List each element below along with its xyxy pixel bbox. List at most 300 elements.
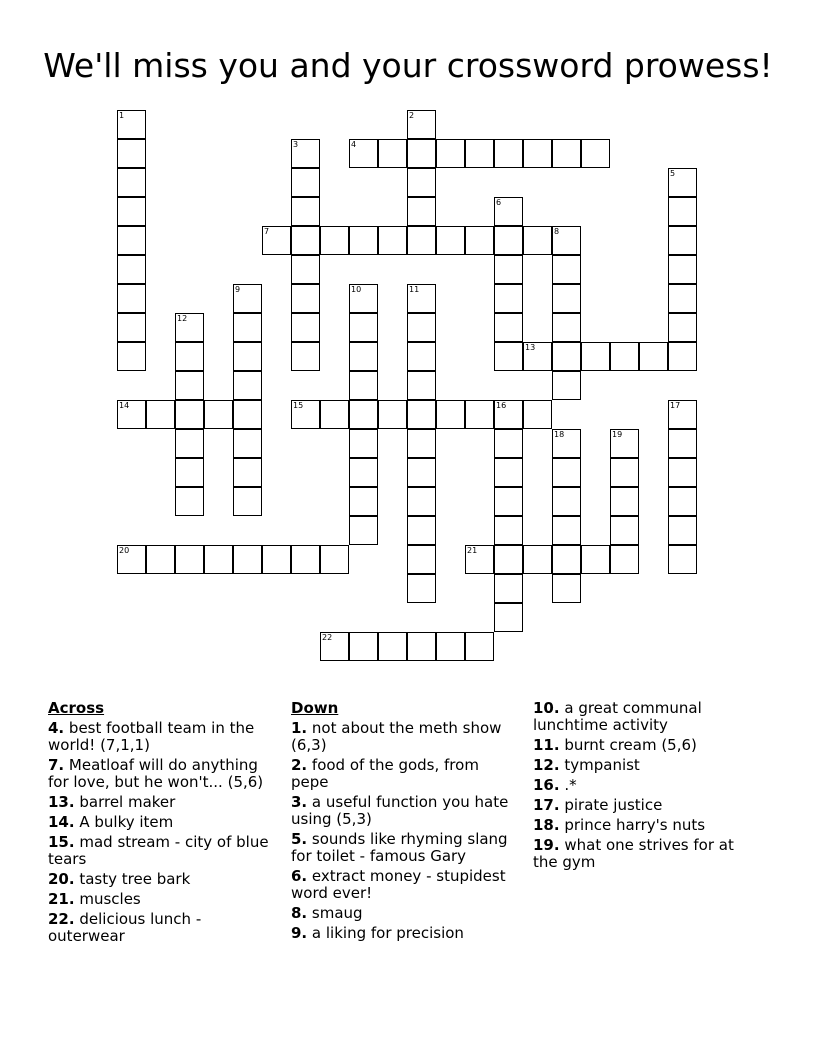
cell-input[interactable] (553, 517, 580, 544)
cell-input[interactable] (669, 401, 696, 428)
cell-input[interactable] (234, 459, 261, 486)
grid-cell[interactable] (175, 487, 204, 516)
grid-cell[interactable] (494, 284, 523, 313)
cell-input[interactable] (263, 546, 290, 573)
grid-cell[interactable] (552, 342, 581, 371)
cell-input[interactable] (350, 227, 377, 254)
cell-input[interactable] (640, 343, 667, 370)
cell-input[interactable] (437, 633, 464, 660)
grid-cell[interactable] (668, 429, 697, 458)
grid-cell[interactable] (407, 284, 436, 313)
cell-input[interactable] (611, 517, 638, 544)
cell-input[interactable] (118, 546, 145, 573)
cell-input[interactable] (669, 459, 696, 486)
grid-cell[interactable] (639, 342, 668, 371)
cell-input[interactable] (611, 488, 638, 515)
cell-input[interactable] (669, 227, 696, 254)
grid-cell[interactable] (262, 226, 291, 255)
grid-cell[interactable] (581, 545, 610, 574)
grid-cell[interactable] (465, 400, 494, 429)
grid-cell[interactable] (291, 226, 320, 255)
cell-input[interactable] (234, 546, 261, 573)
cell-input[interactable] (408, 546, 435, 573)
grid-cell[interactable] (407, 168, 436, 197)
grid-cell[interactable] (349, 139, 378, 168)
cell-input[interactable] (292, 546, 319, 573)
grid-cell[interactable] (175, 400, 204, 429)
grid-cell[interactable] (349, 487, 378, 516)
cell-input[interactable] (495, 459, 522, 486)
cell-input[interactable] (350, 430, 377, 457)
cell-input[interactable] (176, 343, 203, 370)
cell-input[interactable] (553, 227, 580, 254)
grid-cell[interactable] (494, 342, 523, 371)
grid-cell[interactable] (349, 429, 378, 458)
cell-input[interactable] (176, 314, 203, 341)
grid-cell[interactable] (494, 516, 523, 545)
grid-cell[interactable] (668, 255, 697, 284)
cell-input[interactable] (350, 401, 377, 428)
cell-input[interactable] (321, 546, 348, 573)
grid-cell[interactable] (407, 110, 436, 139)
cell-input[interactable] (408, 111, 435, 138)
grid-cell[interactable] (552, 226, 581, 255)
grid-cell[interactable] (407, 197, 436, 226)
grid-cell[interactable] (494, 400, 523, 429)
cell-input[interactable] (234, 314, 261, 341)
cell-input[interactable] (553, 430, 580, 457)
grid-cell[interactable] (378, 632, 407, 661)
cell-input[interactable] (234, 285, 261, 312)
grid-cell[interactable] (349, 284, 378, 313)
grid-cell[interactable] (494, 574, 523, 603)
cell-input[interactable] (118, 198, 145, 225)
cell-input[interactable] (524, 140, 551, 167)
clue-text: mad stream - city of blue tears (48, 833, 269, 868)
grid-cell[interactable] (291, 400, 320, 429)
cell-input[interactable] (292, 169, 319, 196)
grid-cell[interactable] (668, 313, 697, 342)
grid-cell[interactable] (552, 139, 581, 168)
grid-cell[interactable] (610, 545, 639, 574)
cell-input[interactable] (205, 546, 232, 573)
cell-input[interactable] (437, 227, 464, 254)
cell-input[interactable] (553, 372, 580, 399)
cell-input[interactable] (611, 546, 638, 573)
cell-input[interactable] (553, 256, 580, 283)
grid-cell[interactable] (436, 139, 465, 168)
grid-cell[interactable] (494, 139, 523, 168)
grid-cell[interactable] (668, 487, 697, 516)
cell-input[interactable] (350, 285, 377, 312)
cell-input[interactable] (553, 140, 580, 167)
clue-text: pirate justice (564, 796, 663, 814)
grid-cell[interactable] (610, 487, 639, 516)
cell-input[interactable] (495, 401, 522, 428)
grid-cell[interactable] (320, 545, 349, 574)
cell-input[interactable] (176, 546, 203, 573)
cell-input[interactable] (524, 546, 551, 573)
cell-input[interactable] (437, 401, 464, 428)
cell-input[interactable] (176, 401, 203, 428)
grid-cell[interactable] (581, 139, 610, 168)
grid-cell[interactable] (407, 545, 436, 574)
cell-input[interactable] (350, 140, 377, 167)
grid-cell[interactable] (610, 458, 639, 487)
cell-input[interactable] (321, 227, 348, 254)
cell-input[interactable] (147, 401, 174, 428)
grid-cell[interactable] (465, 545, 494, 574)
cell-input[interactable] (524, 227, 551, 254)
cell-input[interactable] (669, 430, 696, 457)
cell-input[interactable] (611, 459, 638, 486)
grid-cell[interactable] (494, 197, 523, 226)
cell-input[interactable] (524, 343, 551, 370)
grid-cell[interactable] (204, 545, 233, 574)
grid-cell[interactable] (523, 545, 552, 574)
grid-cell[interactable] (320, 400, 349, 429)
grid-cell[interactable] (610, 429, 639, 458)
grid-cell[interactable] (291, 284, 320, 313)
grid-cell[interactable] (233, 429, 262, 458)
cell-input[interactable] (582, 343, 609, 370)
cell-input[interactable] (669, 169, 696, 196)
cell-input[interactable] (553, 575, 580, 602)
cell-input[interactable] (118, 285, 145, 312)
grid-cell[interactable] (552, 545, 581, 574)
clue-item (48, 814, 276, 831)
grid-cell[interactable] (610, 516, 639, 545)
grid-cell[interactable] (349, 458, 378, 487)
grid-cell[interactable] (494, 487, 523, 516)
cell-input[interactable] (495, 517, 522, 544)
clue-text: sounds like rhyming slang for toilet - famous Gary (291, 830, 508, 865)
grid-cell[interactable] (407, 342, 436, 371)
grid-cell[interactable] (175, 313, 204, 342)
grid-cell[interactable] (552, 574, 581, 603)
cell-input[interactable] (495, 604, 522, 631)
grid-cell[interactable] (668, 226, 697, 255)
cell-input[interactable] (408, 169, 435, 196)
cell-input[interactable] (292, 343, 319, 370)
cell-input[interactable] (495, 546, 522, 573)
grid-cell[interactable] (494, 313, 523, 342)
clue-number: 7 (264, 227, 270, 236)
grid-cell[interactable] (117, 197, 146, 226)
grid-cell[interactable] (668, 168, 697, 197)
grid-cell[interactable] (320, 632, 349, 661)
grid-cell[interactable] (552, 516, 581, 545)
cell-input[interactable] (408, 285, 435, 312)
grid-cell[interactable] (465, 632, 494, 661)
cell-input[interactable] (553, 314, 580, 341)
grid-cell[interactable] (117, 168, 146, 197)
cell-input[interactable] (495, 285, 522, 312)
cell-input[interactable] (292, 198, 319, 225)
grid-cell[interactable] (349, 400, 378, 429)
grid-cell[interactable] (349, 632, 378, 661)
cell-input[interactable] (495, 140, 522, 167)
cell-input[interactable] (118, 111, 145, 138)
cell-input[interactable] (553, 285, 580, 312)
cell-input[interactable] (408, 372, 435, 399)
cell-input[interactable] (379, 227, 406, 254)
grid-cell[interactable] (494, 255, 523, 284)
grid-cell[interactable] (146, 545, 175, 574)
grid-cell[interactable] (117, 110, 146, 139)
grid-cell[interactable] (117, 545, 146, 574)
grid-cell[interactable] (233, 371, 262, 400)
grid-cell[interactable] (117, 255, 146, 284)
grid-cell[interactable] (233, 487, 262, 516)
cell-input[interactable] (350, 488, 377, 515)
cell-input[interactable] (292, 256, 319, 283)
cell-input[interactable] (466, 633, 493, 660)
grid-cell[interactable] (378, 139, 407, 168)
grid-cell[interactable] (668, 197, 697, 226)
cell-input[interactable] (234, 430, 261, 457)
grid-cell[interactable] (407, 458, 436, 487)
cell-input[interactable] (321, 633, 348, 660)
grid-cell[interactable] (117, 313, 146, 342)
cell-input[interactable] (408, 517, 435, 544)
cell-input[interactable] (553, 546, 580, 573)
cell-input[interactable] (118, 227, 145, 254)
grid-cell[interactable] (349, 342, 378, 371)
cell-input[interactable] (466, 401, 493, 428)
grid-cell[interactable] (494, 458, 523, 487)
cell-input[interactable] (350, 343, 377, 370)
grid-cell[interactable] (552, 429, 581, 458)
grid-cell[interactable] (291, 313, 320, 342)
grid-cell[interactable] (523, 226, 552, 255)
cell-input[interactable] (176, 430, 203, 457)
grid-cell[interactable] (291, 197, 320, 226)
grid-cell[interactable] (494, 545, 523, 574)
cell-input[interactable] (147, 546, 174, 573)
grid-cell[interactable] (378, 226, 407, 255)
cell-input[interactable] (582, 546, 609, 573)
cell-input[interactable] (176, 372, 203, 399)
cell-input[interactable] (234, 401, 261, 428)
cell-input[interactable] (669, 198, 696, 225)
grid-cell[interactable] (581, 342, 610, 371)
cell-input[interactable] (408, 140, 435, 167)
cell-input[interactable] (495, 575, 522, 602)
grid-cell[interactable] (668, 284, 697, 313)
cell-input[interactable] (292, 227, 319, 254)
cell-input[interactable] (379, 401, 406, 428)
grid-cell[interactable] (523, 400, 552, 429)
cell-input[interactable] (350, 633, 377, 660)
clue-item (533, 837, 763, 871)
cell-input[interactable] (495, 256, 522, 283)
cell-input[interactable] (350, 517, 377, 544)
grid-cell[interactable] (407, 313, 436, 342)
grid-cell[interactable] (407, 139, 436, 168)
grid-cell[interactable] (117, 400, 146, 429)
cell-input[interactable] (466, 140, 493, 167)
grid-cell[interactable] (291, 139, 320, 168)
grid-cell[interactable] (465, 139, 494, 168)
grid-cell[interactable] (436, 400, 465, 429)
grid-cell[interactable] (552, 255, 581, 284)
grid-cell[interactable] (291, 545, 320, 574)
cell-input[interactable] (292, 401, 319, 428)
cell-input[interactable] (292, 285, 319, 312)
cell-input[interactable] (582, 140, 609, 167)
cell-input[interactable] (669, 285, 696, 312)
cell-input[interactable] (495, 343, 522, 370)
cell-input[interactable] (553, 459, 580, 486)
cell-input[interactable] (118, 169, 145, 196)
cell-input[interactable] (495, 314, 522, 341)
grid-cell[interactable] (523, 342, 552, 371)
grid-cell[interactable] (349, 226, 378, 255)
grid-cell[interactable] (204, 400, 233, 429)
grid-cell[interactable] (407, 516, 436, 545)
cell-input[interactable] (234, 488, 261, 515)
grid-cell[interactable] (668, 400, 697, 429)
cell-input[interactable] (495, 198, 522, 225)
cell-input[interactable] (263, 227, 290, 254)
cell-input[interactable] (437, 140, 464, 167)
cell-input[interactable] (408, 459, 435, 486)
grid-cell[interactable] (407, 400, 436, 429)
cell-input[interactable] (669, 343, 696, 370)
cell-input[interactable] (408, 314, 435, 341)
cell-input[interactable] (118, 401, 145, 428)
grid-cell[interactable] (436, 226, 465, 255)
cell-input[interactable] (118, 343, 145, 370)
cell-input[interactable] (205, 401, 232, 428)
grid-cell[interactable] (175, 429, 204, 458)
grid-cell[interactable] (291, 342, 320, 371)
cell-input[interactable] (379, 140, 406, 167)
cell-input[interactable] (524, 401, 551, 428)
grid-cell[interactable] (349, 516, 378, 545)
cell-input[interactable] (350, 314, 377, 341)
grid-cell[interactable] (233, 284, 262, 313)
cell-input[interactable] (118, 256, 145, 283)
grid-cell[interactable] (233, 342, 262, 371)
cell-input[interactable] (118, 140, 145, 167)
grid-cell[interactable] (349, 313, 378, 342)
cell-input[interactable] (495, 430, 522, 457)
grid-cell[interactable] (117, 284, 146, 313)
grid-cell[interactable] (436, 632, 465, 661)
grid-cell[interactable] (407, 429, 436, 458)
grid-cell[interactable] (291, 168, 320, 197)
grid-cell[interactable] (146, 400, 175, 429)
cell-input[interactable] (466, 546, 493, 573)
grid-cell[interactable] (407, 574, 436, 603)
grid-cell[interactable] (552, 487, 581, 516)
grid-cell[interactable] (233, 458, 262, 487)
grid-cell[interactable] (349, 371, 378, 400)
cell-input[interactable] (669, 314, 696, 341)
grid-cell[interactable] (552, 313, 581, 342)
cell-input[interactable] (292, 314, 319, 341)
grid-cell[interactable] (175, 342, 204, 371)
cell-input[interactable] (408, 488, 435, 515)
grid-cell[interactable] (175, 545, 204, 574)
cell-input[interactable] (669, 546, 696, 573)
grid-cell[interactable] (175, 371, 204, 400)
grid-cell[interactable] (407, 226, 436, 255)
grid-cell[interactable] (378, 400, 407, 429)
grid-cell[interactable] (407, 632, 436, 661)
cell-input[interactable] (118, 314, 145, 341)
grid-cell[interactable] (610, 342, 639, 371)
cell-input[interactable] (379, 633, 406, 660)
grid-cell[interactable] (320, 226, 349, 255)
clue-text: food of the gods, from pepe (291, 756, 479, 791)
cell-input[interactable] (553, 488, 580, 515)
cell-input[interactable] (669, 488, 696, 515)
cell-input[interactable] (495, 227, 522, 254)
grid-cell[interactable] (117, 342, 146, 371)
grid-cell[interactable] (494, 603, 523, 632)
cell-input[interactable] (611, 430, 638, 457)
grid-cell[interactable] (668, 516, 697, 545)
cell-input[interactable] (408, 575, 435, 602)
grid-cell[interactable] (117, 139, 146, 168)
cell-input[interactable] (408, 633, 435, 660)
grid-cell[interactable] (407, 487, 436, 516)
cell-input[interactable] (234, 372, 261, 399)
cell-input[interactable] (234, 343, 261, 370)
cell-input[interactable] (176, 459, 203, 486)
cell-input[interactable] (408, 343, 435, 370)
grid-cell[interactable] (262, 545, 291, 574)
cell-input[interactable] (408, 401, 435, 428)
grid-cell[interactable] (552, 284, 581, 313)
grid-cell[interactable] (233, 400, 262, 429)
grid-cell[interactable] (175, 458, 204, 487)
cell-input[interactable] (553, 343, 580, 370)
grid-cell[interactable] (668, 545, 697, 574)
grid-cell[interactable] (494, 429, 523, 458)
grid-cell[interactable] (291, 255, 320, 284)
grid-cell[interactable] (552, 458, 581, 487)
cell-input[interactable] (466, 227, 493, 254)
cell-input[interactable] (321, 401, 348, 428)
cell-input[interactable] (669, 256, 696, 283)
grid-cell[interactable] (233, 313, 262, 342)
grid-cell[interactable] (668, 458, 697, 487)
grid-cell[interactable] (465, 226, 494, 255)
cell-input[interactable] (669, 517, 696, 544)
grid-cell[interactable] (117, 226, 146, 255)
cell-input[interactable] (495, 488, 522, 515)
cell-input[interactable] (350, 459, 377, 486)
cell-input[interactable] (408, 198, 435, 225)
cell-input[interactable] (176, 488, 203, 515)
grid-cell[interactable] (552, 371, 581, 400)
cell-input[interactable] (408, 430, 435, 457)
grid-cell[interactable] (494, 226, 523, 255)
grid-cell[interactable] (668, 342, 697, 371)
cell-input[interactable] (611, 343, 638, 370)
grid-cell[interactable] (233, 545, 262, 574)
cell-input[interactable] (350, 372, 377, 399)
grid-cell[interactable] (407, 371, 436, 400)
cell-input[interactable] (292, 140, 319, 167)
clue-label-number: 9. (291, 924, 308, 942)
cell-input[interactable] (408, 227, 435, 254)
grid-cell[interactable] (523, 139, 552, 168)
